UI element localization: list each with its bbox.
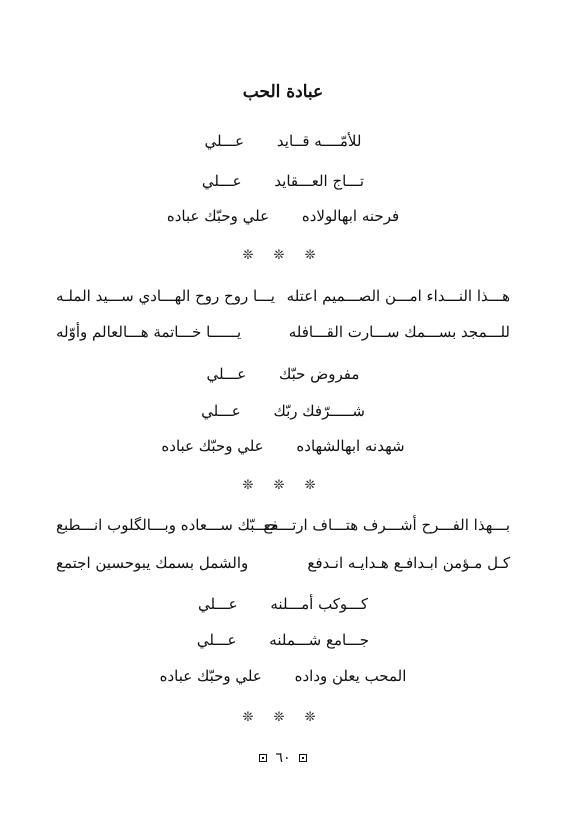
hemistich-second: عـــلي [197, 595, 238, 613]
hemistich-first: كـــوكب أمـــلنه [270, 595, 369, 613]
hemistich-second: عـــلي [201, 172, 242, 190]
verse-line [0, 364, 566, 384]
hemistich-second: يــــــا خـــاتمة هـــالعالم وأوّله [56, 323, 242, 341]
stars-separator: ❊ ❊ ❊ [242, 478, 324, 493]
verse-line [0, 171, 566, 191]
hemistich-first: المحب يعلن وداده [294, 667, 407, 685]
hemistich-second: علي وحبّك عباده [161, 437, 264, 455]
verse-line [0, 630, 566, 650]
hemistich-first: تـــاج العـــقايد [274, 172, 365, 190]
stars-separator: ❊ ❊ ❊ [242, 248, 324, 263]
verse-line [0, 401, 566, 421]
hemistich-first: للأمّــــه قــايد [276, 132, 362, 150]
hemistich-second: يـــا روح روح الهـــادي ســـيد الملـه [56, 287, 275, 305]
verse-line [0, 666, 566, 686]
hemistich-first: جـــامع شـــملنه [269, 631, 370, 649]
poem-title: عبادة الحب [242, 82, 324, 102]
page-footer [0, 750, 566, 766]
hemistich-first: بـــهذا الفـــرح أشـــرف هتـــاف ارتـــفع [263, 516, 510, 534]
hemistich-second: عـــلي [196, 631, 237, 649]
ornament-square-icon [259, 754, 267, 762]
hemistich-first: هـــذا النـــداء امـــن الصـــميم اعتله [286, 287, 510, 305]
page-number: ٦٠ [275, 750, 291, 766]
hemistich-first: للـــمجد بســـمك ســـارت القـــافله [288, 323, 510, 341]
verse-line [0, 206, 566, 226]
verse-line [0, 436, 566, 456]
hemistich-first: مفروض حبّك [278, 365, 360, 383]
verse-line [0, 594, 566, 614]
hemistich-second: حـــبّك ســـعاده وبـــالگلوب انـــطبع [56, 516, 278, 534]
hemistich-first: شـــــرّفك ربّك [273, 402, 365, 420]
hemistich-first: شهدنه ابهالشهاده [296, 437, 405, 455]
hemistich-first: فرحنه ابهالولاده [301, 207, 400, 225]
verse-line [0, 131, 566, 151]
ornament-square-icon [299, 754, 307, 762]
hemistich-second: علي وحبّك عباده [159, 667, 262, 685]
hemistich-second: علي وحبّك عباده [166, 207, 270, 225]
hemistich-second: عـــلي [201, 402, 241, 420]
stars-separator: ❊ ❊ ❊ [242, 710, 324, 725]
hemistich-second: عـــلي [204, 132, 245, 150]
hemistich-second: والشمل بسمك يبوحسين اجتمع [56, 554, 249, 572]
hemistich-first: كـل مـؤمن ابـدافـع هـدايـه انـدفع [307, 554, 510, 572]
hemistich-second: عـــلي [206, 365, 247, 383]
